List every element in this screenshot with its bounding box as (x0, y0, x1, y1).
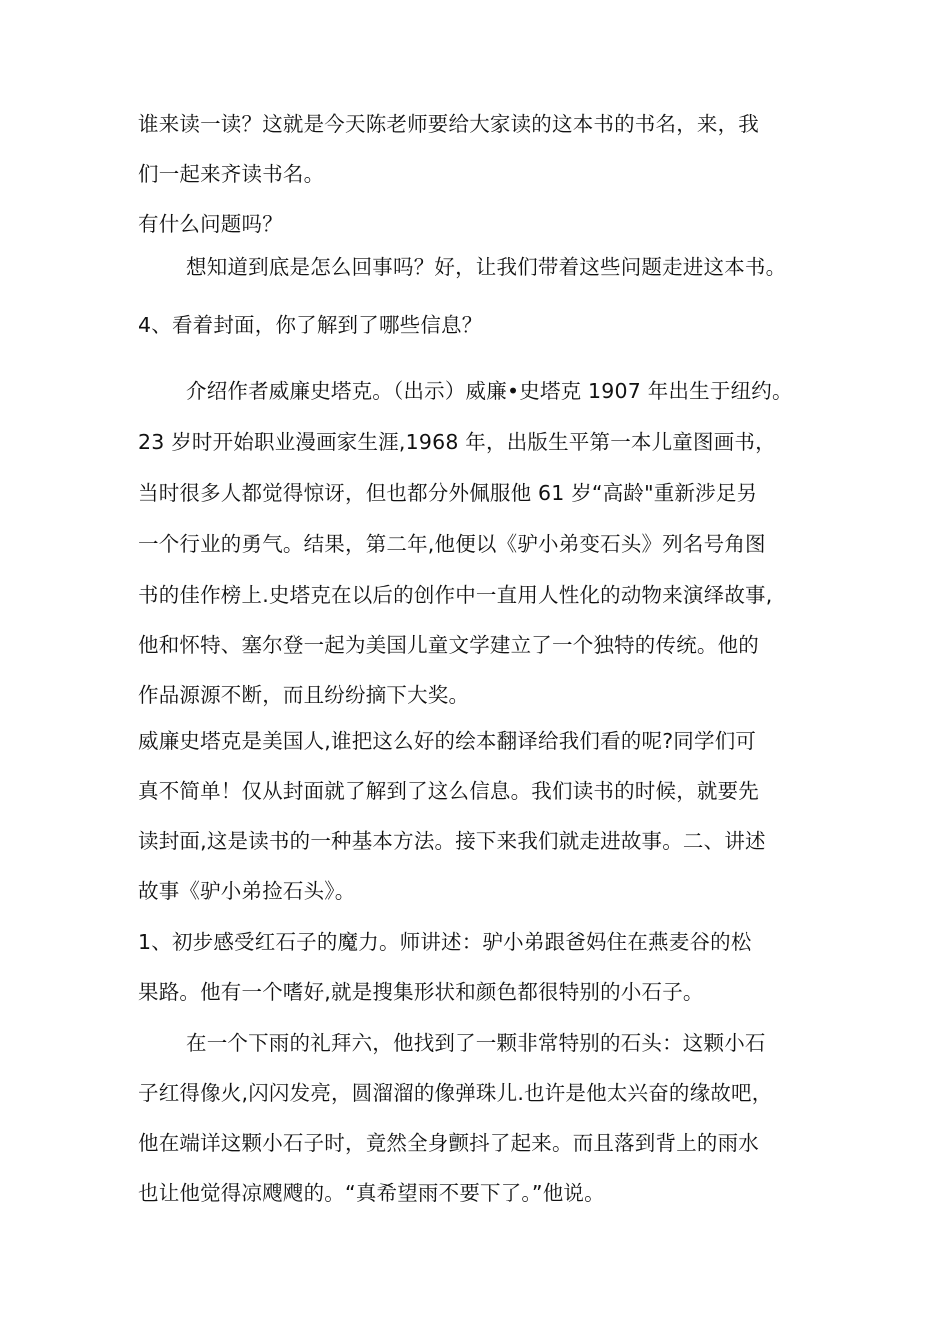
text-line: 真不简单！仅从封面就了解到了这么信息。我们读书的时候，就要先 (138, 779, 759, 803)
text-line: 当时很多人都觉得惊讶，但也都分外佩服他 61 岁“高龄"重新涉足另 (138, 481, 758, 505)
text-line: 子红得像火,闪闪发亮，圆溜溜的像弹珠儿.也许是他太兴奋的缘故吧， (138, 1081, 773, 1105)
text-line: 他和怀特、塞尔登一起为美国儿童文学建立了一个独特的传统。他的 (138, 633, 759, 657)
text-line: 一个行业的勇气。结果，第二年,他便以《驴小弟变石头》列名号角图 (138, 532, 766, 556)
text-line: 4、看着封面，你了解到了哪些信息？ (138, 313, 483, 337)
text-line: 1、初步感受红石子的魔力。师讲述：驴小弟跟爸妈住在燕麦谷的松 (138, 930, 752, 954)
text-line: 有什么问题吗？ (138, 212, 283, 236)
text-line: 故事《驴小弟捡石头》。 (138, 879, 356, 903)
text-line: 威廉史塔克是美国人,谁把这么好的绘本翻译给我们看的呢?同学们可 (138, 729, 757, 753)
text-line: 果路。他有一个嗜好,就是搜集形状和颜色都很特别的小石子。 (138, 980, 704, 1004)
text-line: 们一起来齐读书名。 (138, 162, 325, 186)
text-line: 他在端详这颗小石子时，竟然全身颤抖了起来。而且落到背上的雨水 (138, 1131, 759, 1155)
text-line: 在一个下雨的礼拜六，他找到了一颗非常特别的石头：这颗小石 (186, 1031, 766, 1055)
text-line: 也让他觉得凉飕飕的。“真希望雨不要下了。”他说。 (138, 1181, 605, 1205)
text-line: 介绍作者威廉史塔克。（出示）威廉•史塔克 1907 年出生于纽约。 (186, 379, 793, 403)
text-line: 作品源源不断，而且纷纷摘下大奖。 (138, 683, 470, 707)
text-line: 读封面,这是读书的一种基本方法。接下来我们就走进故事。二、讲述 (138, 829, 766, 853)
text-line: 谁来读一读？这就是今天陈老师要给大家读的这本书的书名，来，我 (138, 112, 759, 136)
text-line: 想知道到底是怎么回事吗？好，让我们带着这些问题走进这本书。 (186, 255, 787, 279)
text-line: 23 岁时开始职业漫画家生涯,1968 年，出版生平第一本儿童图画书， (138, 430, 776, 454)
text-line: 书的佳作榜上.史塔克在以后的创作中一直用人性化的动物来演绎故事, (138, 583, 773, 607)
